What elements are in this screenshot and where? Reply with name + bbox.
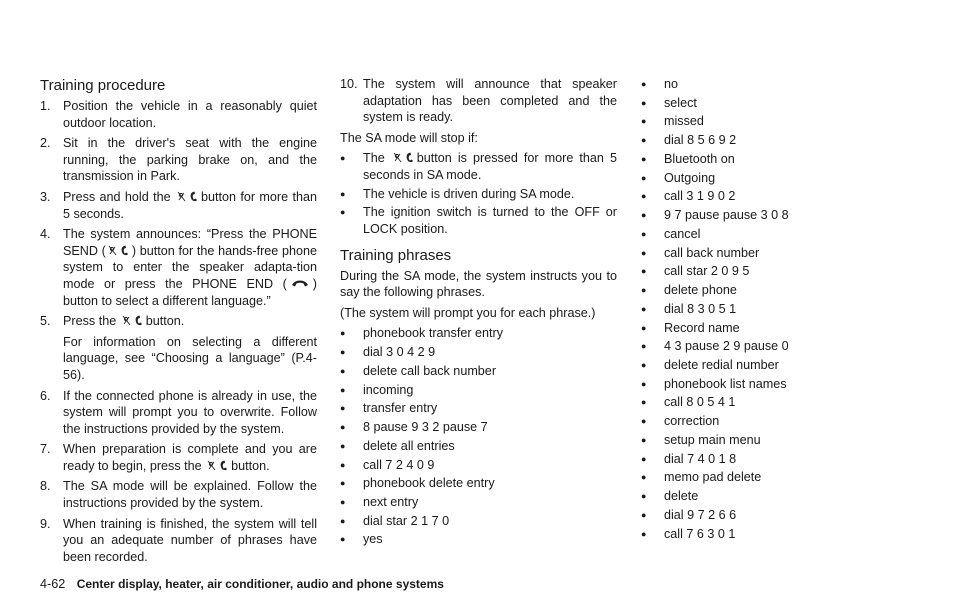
- step-9: 9. When training is finished, the system will tell you an adequate number of phrases have been recorded.: [40, 516, 317, 564]
- step-7: 7. When preparation is complete and you are ready to begin, press the button.: [40, 442, 317, 473]
- middle-column: [340, 76, 617, 550]
- phrase-item: ● 9 7 pause pause 3 0 8: [641, 207, 921, 224]
- phrase-item: ● missed: [641, 113, 921, 130]
- footer-title: Center display, heater, air conditioner, audio and phone systems: [76, 577, 444, 591]
- sa-stop-list: [340, 150, 617, 237]
- phrase-item: ● phonebook transfer entry: [340, 325, 617, 342]
- phrase-item: ● delete redial number: [641, 357, 921, 374]
- phone-end-icon: [287, 277, 313, 289]
- phrase-item: ● 8 pause 9 3 2 pause 7: [340, 419, 617, 436]
- phrase-item: ● incoming: [340, 382, 617, 399]
- phrase-item: ● 4 3 pause 2 9 pause 0: [641, 338, 921, 355]
- phrase-item: ● next entry: [340, 494, 617, 511]
- phrase-list: [641, 76, 921, 542]
- phrase-item: ● dial star 2 1 7 0: [340, 513, 617, 530]
- phrase-item: ● call back number: [641, 245, 921, 262]
- left-column: [40, 76, 317, 569]
- step-2: 2. Sit in the driver's seat with the engine running, the parking brake on, and the transmission in Park.: [40, 136, 317, 184]
- training-phrases-heading: Training phrases: [340, 246, 452, 264]
- step-10: 10. The system will announce that speaker adaptation has been completed and the system is ready.: [340, 77, 617, 125]
- sa-stop-intro: The SA mode will stop if:: [340, 130, 478, 145]
- phone-send-icon: [205, 459, 231, 471]
- step-5-note: For information on selecting a different language, see “Choosing a language” (P.4-56).: [63, 334, 317, 382]
- step-8: 8. The SA mode will be explained. Follow the instructions provided by the system.: [40, 479, 317, 511]
- phrase-item: ● transfer entry: [340, 400, 617, 417]
- phrase-item: ● dial 7 4 0 1 8: [641, 451, 921, 468]
- phrase-item: ● call 7 2 4 0 9: [340, 457, 617, 474]
- phrases-prompt: (The system will prompt you for each phrase.): [340, 305, 596, 320]
- page-footer: [40, 577, 444, 591]
- phrase-item: ● call 7 6 3 0 1: [641, 526, 921, 543]
- phone-send-icon: [175, 190, 201, 202]
- phrase-item: ● cancel: [641, 226, 921, 243]
- phone-send-icon: [391, 151, 417, 163]
- phrase-item: ● yes: [340, 531, 617, 548]
- phrase-item: ● delete call back number: [340, 363, 617, 380]
- phrase-item: ● call 3 1 9 0 2: [641, 188, 921, 205]
- phrase-item: ● dial 8 5 6 9 2: [641, 132, 921, 149]
- step-6: 6. If the connected phone is already in use, the system will prompt you to overwrite. Follow the instructions provided by the system.: [40, 388, 317, 436]
- phrase-item: ● dial 9 7 2 6 6: [641, 507, 921, 524]
- list-item: ● The vehicle is driven during SA mode.: [340, 186, 617, 203]
- phrase-item: ● phonebook list names: [641, 376, 921, 393]
- phrase-item: ● dial 8 3 0 5 1: [641, 301, 921, 318]
- phrase-item: ● no: [641, 76, 921, 93]
- phrase-item: ● Outgoing: [641, 170, 921, 187]
- phrase-item: ● call 8 0 5 4 1: [641, 394, 921, 411]
- phrase-item: ● Bluetooth on: [641, 151, 921, 168]
- phrase-item: ● setup main menu: [641, 432, 921, 449]
- phrase-item: ● dial 3 0 4 2 9: [340, 344, 617, 361]
- training-procedure-heading: Training procedure: [40, 77, 166, 94]
- list-item: ● The button is pressed for more than 5 seconds in SA mode.: [340, 150, 617, 183]
- phrase-item: ● delete all entries: [340, 438, 617, 455]
- step-4: 4. The system announces: “Press the PHONE SEND ( ) button for the hands-free phone system to enter the speaker adapta-tion mode or press the PHONE END ( ) button to select a different language.”: [40, 227, 318, 308]
- phrase-list: [340, 325, 617, 548]
- step-1: 1. Position the vehicle in a reasonably quiet outdoor location.: [40, 99, 317, 130]
- phrase-item: ● select: [641, 95, 921, 112]
- phrase-item: ● memo pad delete: [641, 469, 921, 486]
- step-5: 5. Press the button.: [40, 314, 185, 329]
- phrase-item: ● call star 2 0 9 5: [641, 263, 921, 280]
- phone-send-icon: [106, 244, 132, 256]
- phrase-item: ● delete phone: [641, 282, 921, 299]
- list-item: ● The ignition switch is turned to the OFF or LOCK position.: [340, 204, 617, 237]
- page-number: 4-62: [40, 577, 66, 591]
- phrase-item: ● correction: [641, 413, 921, 430]
- phrase-item: ● phonebook delete entry: [340, 475, 617, 492]
- step-3: 3. Press and hold the button for more than 5 seconds.: [40, 189, 317, 221]
- phrase-item: ● Record name: [641, 320, 921, 337]
- phone-send-icon: [120, 314, 146, 326]
- phrase-item: ● delete: [641, 488, 921, 505]
- phrases-intro: During the SA mode, the system instructs you to say the following phrases.: [340, 268, 617, 300]
- right-column: [641, 76, 921, 544]
